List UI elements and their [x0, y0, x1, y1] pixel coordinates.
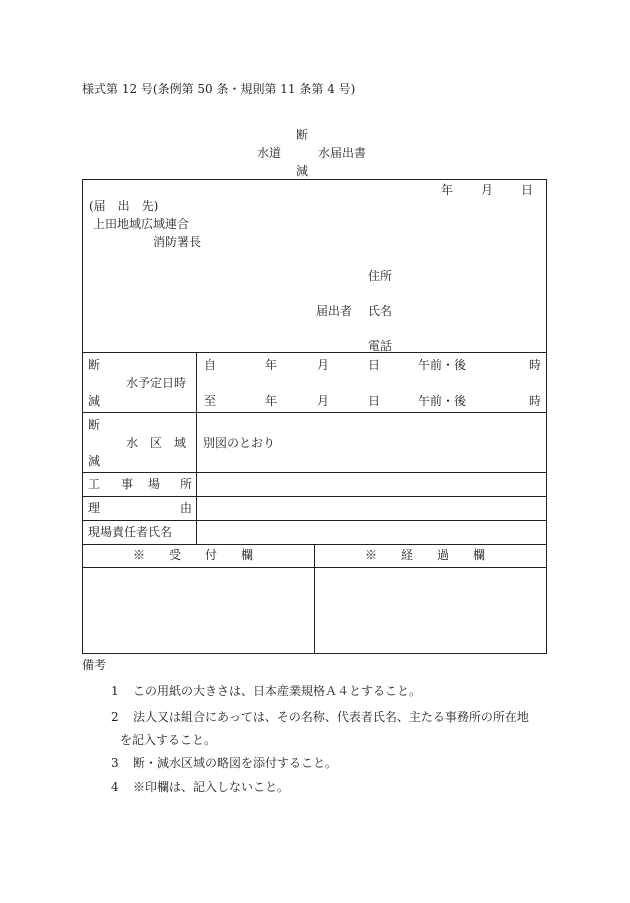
- remark-number: 3: [111, 756, 119, 770]
- progress-column-header: ※ 経 過 欄: [365, 548, 486, 562]
- reception-area: [85, 570, 312, 651]
- site-field[interactable]: [198, 474, 544, 495]
- footer-column-divider: [314, 544, 315, 653]
- addressee-label: (届 出 先): [89, 199, 159, 213]
- row-divider: [83, 412, 546, 413]
- title-right: 水届出書: [318, 146, 367, 160]
- row-divider: [83, 472, 546, 473]
- remark-number: 2: [111, 710, 119, 724]
- from-hour: 時: [529, 358, 542, 372]
- area-label-bottom: 減: [88, 454, 101, 468]
- date-day-label: 日: [521, 183, 534, 197]
- remark-text: 断・減水区域の略図を添付すること。: [133, 756, 338, 770]
- remark-text-continued: を記入すること。: [120, 733, 217, 747]
- remark-number: 1: [111, 684, 119, 698]
- date-year-field[interactable]: [383, 180, 433, 200]
- addressee-chief: 消防署長: [153, 235, 202, 249]
- from-month: 月: [317, 358, 330, 372]
- area-value[interactable]: 別図のとおり: [203, 436, 276, 450]
- form-number: 様式第 12 号(条例第 50 条・規則第 11 条第 4 号): [82, 82, 356, 96]
- area-label-mid: 水 区 域: [126, 436, 187, 450]
- address-field[interactable]: [395, 266, 535, 284]
- remark-number: 4: [111, 780, 119, 794]
- from-day: 日: [368, 358, 381, 372]
- date-year-label: 年: [441, 183, 454, 197]
- label-column-divider: [196, 352, 197, 544]
- date-month-label: 月: [481, 183, 494, 197]
- area-label-top: 断: [88, 418, 101, 432]
- from-prefix: 自: [204, 358, 217, 372]
- title-char-bottom: 減: [296, 164, 309, 178]
- site-label-char: 事: [121, 477, 134, 491]
- site-label-char: 所: [180, 477, 193, 491]
- applicant-label: 届出者: [316, 304, 353, 318]
- addressee-org: 上田地域広域連合: [93, 217, 190, 231]
- reason-field[interactable]: [198, 498, 544, 519]
- schedule-label-bottom: 減: [88, 394, 101, 408]
- site-label-char: 場: [148, 477, 161, 491]
- row-divider: [83, 496, 546, 497]
- site-label-char: 工: [88, 477, 101, 491]
- reception-column-header: ※ 受 付 欄: [133, 548, 254, 562]
- title-char-top: 断: [296, 128, 309, 142]
- from-year: 年: [265, 358, 278, 372]
- address-label: 住所: [368, 269, 393, 283]
- to-ampm: 午前・後: [418, 394, 467, 408]
- to-month: 月: [317, 394, 330, 408]
- phone-label: 電話: [368, 339, 393, 353]
- to-day: 日: [368, 394, 381, 408]
- row-divider: [83, 352, 546, 353]
- notification-form: [82, 179, 547, 654]
- manager-label: 現場責任者氏名: [88, 525, 173, 539]
- manager-field[interactable]: [198, 522, 544, 543]
- remark-text: この用紙の大きさは、日本産業規格Ａ４とすること。: [133, 684, 422, 698]
- remark-text: ※印欄は、記入しないこと。: [133, 780, 290, 794]
- to-hour: 時: [529, 394, 542, 408]
- to-year: 年: [265, 394, 278, 408]
- to-prefix: 至: [204, 394, 217, 408]
- remark-text: 法人又は組合にあっては、その名称、代表者氏名、主たる事務所の所在地: [133, 710, 529, 724]
- name-field[interactable]: [395, 301, 535, 319]
- reason-label-char: 理: [88, 501, 101, 515]
- schedule-label-mid: 水予定日時: [126, 376, 187, 390]
- name-label: 氏名: [368, 304, 393, 318]
- remarks-title: 備考: [82, 658, 107, 672]
- reason-label-char: 由: [180, 501, 193, 515]
- row-divider: [83, 520, 546, 521]
- progress-area: [317, 570, 544, 651]
- title-left: 水道: [257, 146, 282, 160]
- schedule-label-top: 断: [88, 358, 101, 372]
- from-ampm: 午前・後: [418, 358, 467, 372]
